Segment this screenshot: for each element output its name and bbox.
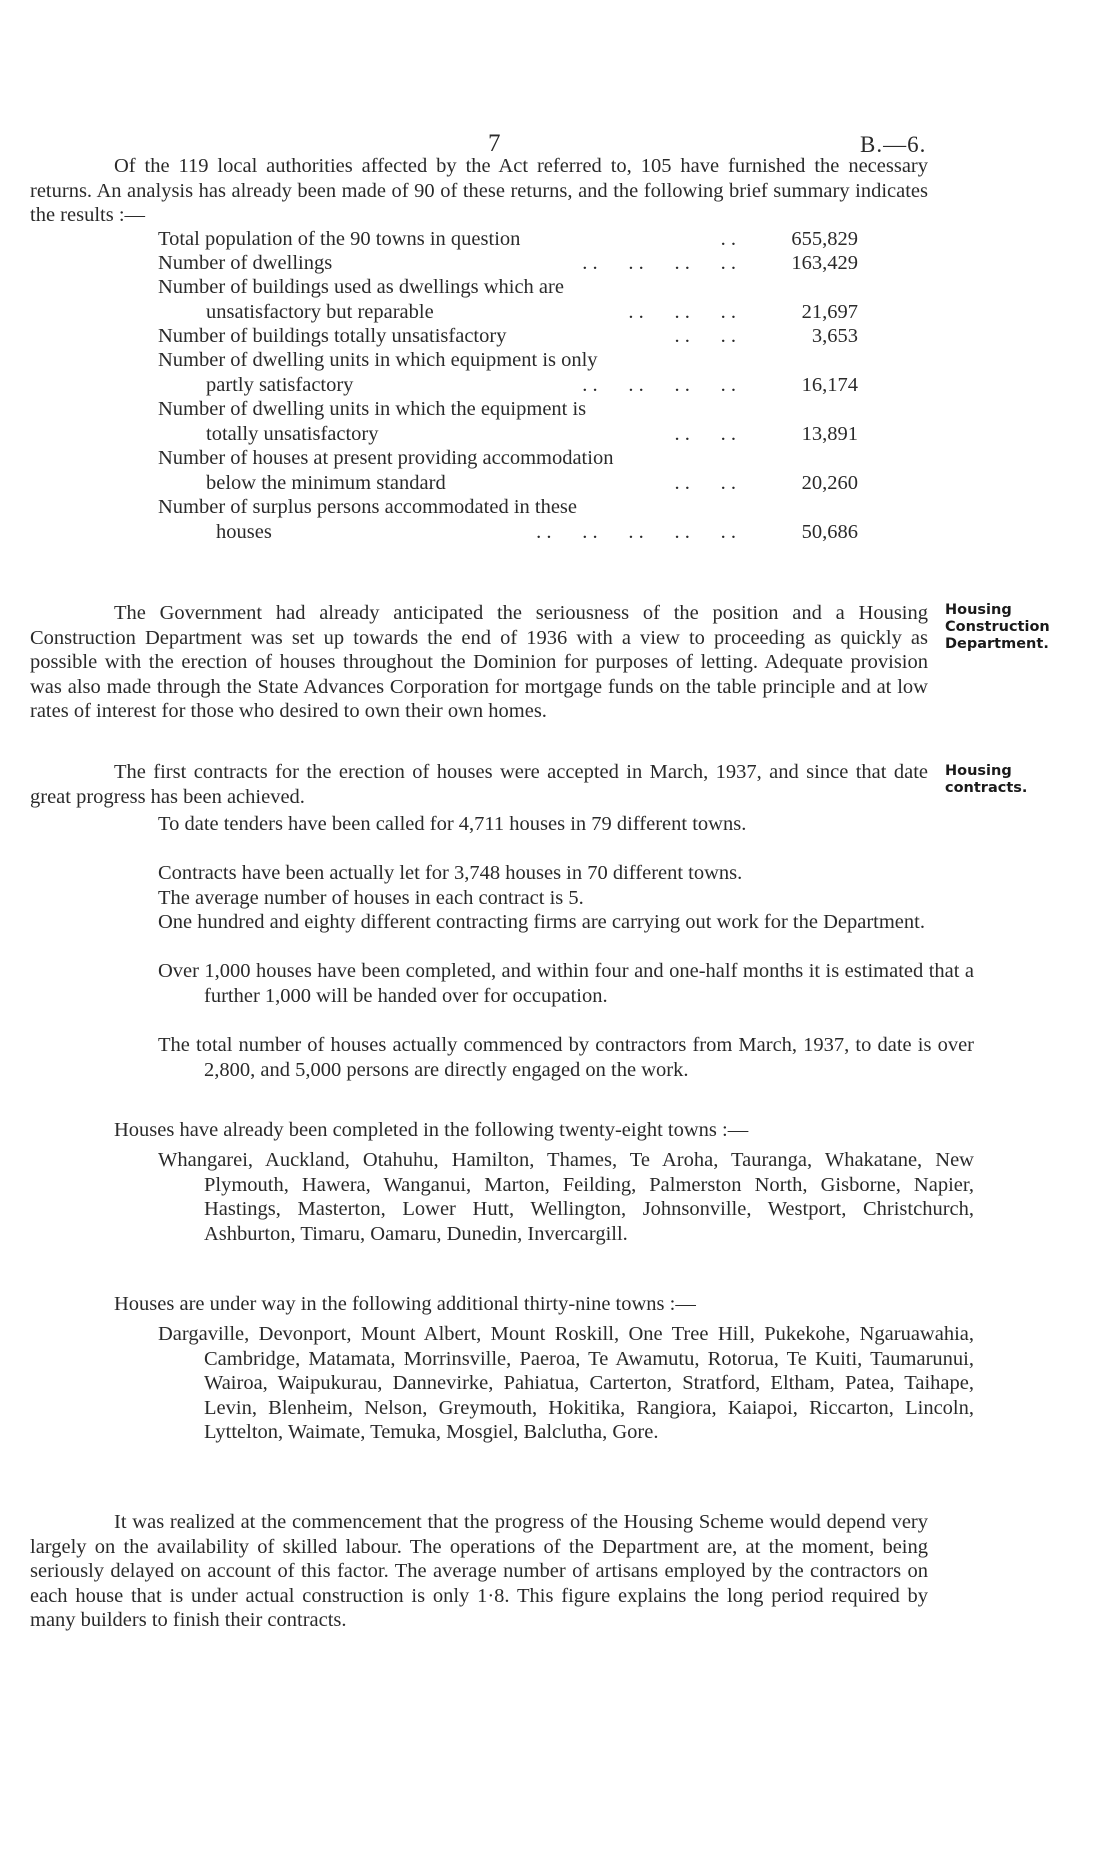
stat-label: Number of buildings totally unsatisfactory <box>158 324 507 347</box>
stat-label-cont: unsatisfactory but reparable <box>206 300 434 323</box>
stat-label: Number of surplus persons accommodated in these <box>158 496 578 518</box>
labour-paragraph <box>30 1510 928 1633</box>
stat-label: Number of houses at present providing accommodation <box>158 447 614 469</box>
stat-label-cont: below the minimum standard <box>206 471 446 494</box>
intro-paragraph <box>30 154 928 228</box>
margin-note-line: contracts. <box>945 780 1028 796</box>
underway-towns-list: Dargaville, Devonport, Mount Albert, Mount Roskill, One Tree Hill, Pukekohe, Ngaruawahia, Cambridge, Matamata, Morrinsville, Paeroa, Te Awamutu, Rotorua, Te Kuiti, Taumarunui, Wairoa, Waipukurau, Dannevirke, Pahiatua, Carterton, Stratford, Eltham, Patea, Taihape, Levin, Blenheim, Nelson, Greymouth, Hokitika, Rangiora, Kaiapoi, Riccarton, Lincoln, Lyttelton, Waimate, Temuka, Mosgiel, Balclutha, Gore. <box>158 1323 974 1443</box>
page-number: 7 <box>488 130 501 157</box>
margin-note-line: Housing <box>945 602 1012 618</box>
margin-note-housing-construction <box>945 602 1050 653</box>
contract-item: One hundred and eighty different contracting firms are carrying out work for the Department. <box>158 911 925 933</box>
margin-note-line: Construction <box>945 619 1050 635</box>
stat-row: Number of houses at present providing accommodation below the minimum standard . . . . 20,260 <box>158 447 858 494</box>
stat-row: Number of buildings totally unsatisfactory . . . . 3,653 <box>158 324 858 347</box>
intro-text: Of the 119 local authorities affected by the Act referred to, 105 have furnished the necessary returns. An analysis has already been made of 90 of these returns, and the following brief summary indicates the results :— <box>30 155 928 226</box>
margin-note-line: Housing <box>945 763 1012 779</box>
stat-label: Number of dwelling units in which equipment is only <box>158 349 598 371</box>
stat-row: Number of dwellings . . . . . . . . 163,429 <box>158 251 858 274</box>
stat-value: 163,429 <box>791 251 858 274</box>
margin-note-line: Department. <box>945 636 1049 652</box>
stat-value: 3,653 <box>811 324 858 347</box>
document-reference: B.—6. <box>860 132 927 157</box>
stat-row: Number of buildings used as dwellings which are unsatisfactory but reparable . . . . . . 21,697 <box>158 276 858 323</box>
stat-value: 20,260 <box>801 471 858 494</box>
margin-note-housing-contracts <box>945 763 1027 797</box>
contract-item: The total number of houses actually commenced by contractors from March, 1937, to date is over 2,800, and 5,000 persons are directly engaged on the work. <box>158 1034 974 1081</box>
government-paragraph <box>30 601 928 724</box>
stat-label: Number of buildings used as dwellings which are <box>158 276 564 298</box>
stat-label: Total population of the 90 towns in question <box>158 227 521 250</box>
contracts-paragraph <box>30 760 928 809</box>
stat-value: 21,697 <box>801 300 858 323</box>
stat-label: Number of dwelling units in which the equipment is <box>158 398 587 420</box>
stat-row: Number of dwelling units in which the equipment is totally unsatisfactory . . . . 13,891 <box>158 398 858 445</box>
government-text: The Government had already anticipated the seriousness of the position and a Housing Construction Department was set up towards the end of 1936 with a view to proceeding as quickly as possible with the erection of houses throughout the Dominion for purposes of letting. Adequate provision was also made through the State Advances Corporation for mortgage funds on the table principle and at low rates of interest for those who desired to own their own homes. <box>30 602 928 722</box>
stat-label-cont: partly satisfactory <box>206 373 354 396</box>
contracts-text: The first contracts for the erection of houses were accepted in March, 1937, and since that date great progress has been achieved. <box>30 761 928 808</box>
stat-row: Number of dwelling units in which equipment is only partly satisfactory . . . . . . . . 16,174 <box>158 349 858 396</box>
stat-value: 13,891 <box>801 422 858 445</box>
completed-heading-text: Houses have already been completed in the following twenty-eight towns :— <box>114 1119 749 1141</box>
stat-value: 16,174 <box>801 373 858 396</box>
stat-value: 50,686 <box>801 520 858 543</box>
underway-heading <box>30 1292 928 1317</box>
stat-label-cont: houses <box>216 520 272 543</box>
contract-item: To date tenders have been called for 4,711 houses in 79 different towns. <box>158 813 747 835</box>
stat-row: Total population of the 90 towns in question . . 655,829 <box>158 227 858 250</box>
contract-item: The average number of houses in each contract is 5. <box>158 887 584 909</box>
contract-item: Over 1,000 houses have been completed, and within four and one-half months it is estimated that a further 1,000 will be handed over for occupation. <box>158 960 974 1007</box>
stat-label-cont: totally unsatisfactory <box>206 422 379 445</box>
stat-value: 655,829 <box>791 227 858 250</box>
labour-text: It was realized at the commencement that the progress of the Housing Scheme would depend very largely on the availability of skilled labour. The operations of the Department are, at the moment, being seriously delayed on account of this factor. The average number of artisans employed by the contractors on each house that is under actual construction is only 1·8. This figure explains the long period required by many builders to finish their contracts. <box>30 1511 928 1631</box>
completed-towns-list: Whangarei, Auckland, Otahuhu, Hamilton, Thames, Te Aroha, Tauranga, Whakatane, New Plymouth, Hawera, Wanganui, Marton, Feilding, Palmerston North, Gisborne, Napier, Hastings, Masterton, Lower Hutt, Wellington, Johnsonville, Westport, Christchurch, Ashburton, Timaru, Oamaru, Dunedin, Invercargill. <box>158 1149 974 1245</box>
stat-row: Number of surplus persons accommodated in these houses . . . . . . . . . . 50,686 <box>158 496 858 543</box>
underway-heading-text: Houses are under way in the following additional thirty-nine towns :— <box>114 1293 696 1315</box>
contract-item: Contracts have been actually let for 3,748 houses in 70 different towns. <box>158 862 743 884</box>
completed-heading <box>30 1118 928 1143</box>
stat-label: Number of dwellings <box>158 251 333 274</box>
